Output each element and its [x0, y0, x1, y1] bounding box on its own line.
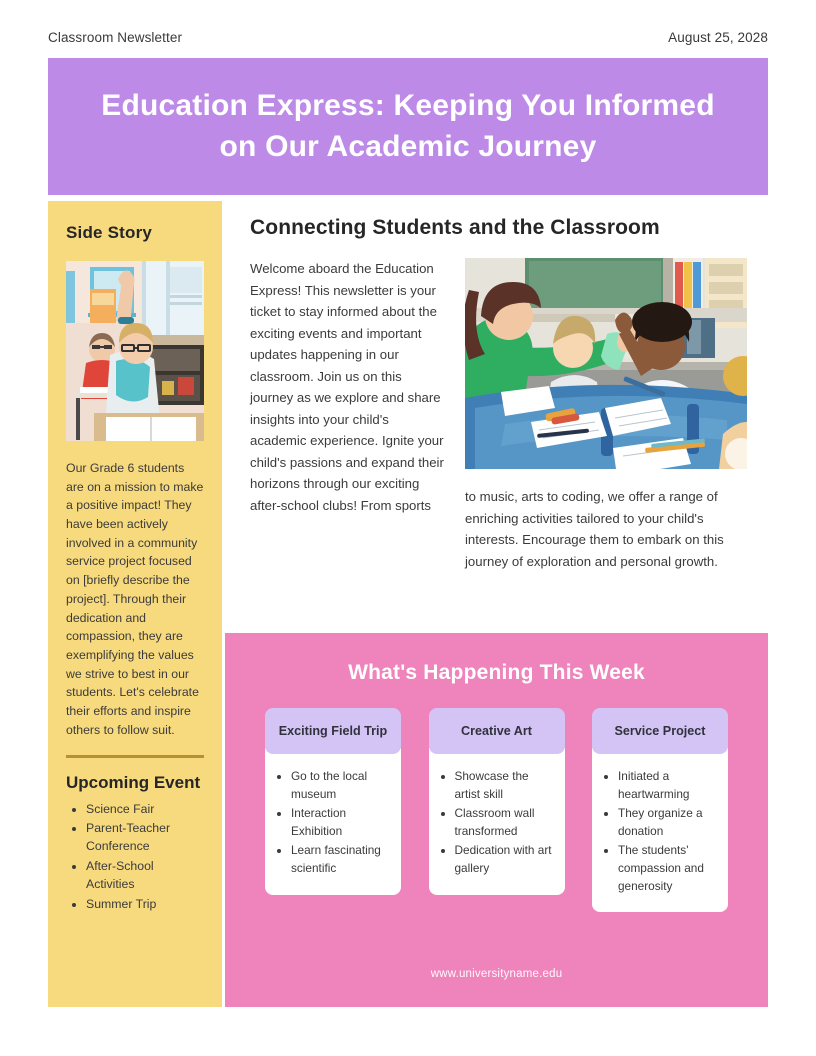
sidebar-divider [66, 755, 204, 758]
masthead-banner [48, 58, 768, 195]
list-item: • Interaction Exhibition [291, 805, 393, 841]
article-title: Connecting Students and the Classroom [250, 216, 660, 239]
list-item: • Parent-Teacher Conference [86, 819, 204, 856]
list-item: • The students' compassion and generosity [618, 842, 720, 896]
list-item: • They organize a donation [618, 805, 720, 841]
article-columns [250, 258, 750, 585]
list-item: • Summer Trip [86, 895, 204, 913]
main-article [250, 216, 750, 585]
upcoming-event-list [66, 800, 204, 914]
card-item-list [269, 768, 393, 878]
event-card-service-project[interactable] [592, 708, 728, 912]
card-title: Exciting Field Trip [265, 708, 401, 754]
card-item-list [596, 768, 720, 895]
sidebar [48, 201, 222, 1007]
classroom-hands-photo-icon [66, 261, 204, 441]
article-right-text: to music, arts to coding, we offer a range of enriching activities tailored to your child's interests. Encourage them to embark on this journey of exploration and personal growth. [465, 489, 724, 569]
list-item: • Dedication with art gallery [455, 842, 557, 878]
article-left-column: Welcome aboard the Education Express! This newsletter is your ticket to stay informed about the exciting events and important updates happening in our classroom. Join us on this journey as we explore and share insights into your child's academic experience. Ignite your child's passions and expand their horizons through our exciting after-school clubs! From sports [250, 261, 444, 513]
sidebar-body-text: Our Grade 6 students are on a mission to make a positive impact! They have been actively involved in a community service project focused on [briefly describe the project]. Through their dedication and compassion, they are exemplifying the values we strive to best in our students. Let's celebrate their efforts and inspire others to follow suit. [66, 461, 204, 737]
card-body [592, 748, 728, 912]
events-panel-title: What's Happening This Week [348, 661, 645, 684]
meta-bar [48, 26, 768, 48]
card-body [429, 748, 565, 895]
publication-name: Classroom Newsletter [48, 29, 183, 45]
card-title: Creative Art [429, 708, 565, 754]
card-title: Service Project [592, 708, 728, 754]
event-cards [225, 685, 768, 912]
list-item: • After-School Activities [86, 857, 204, 894]
article-photo [465, 258, 747, 469]
list-item: • Go to the local museum [291, 768, 393, 804]
teacher-high-five-photo-icon [465, 258, 747, 469]
issue-date: August 25, 2028 [668, 29, 768, 45]
website-link[interactable]: www.universityname.edu [430, 968, 563, 980]
event-card-creative-art[interactable] [429, 708, 565, 912]
list-item: • Science Fair [86, 800, 204, 818]
sidebar-subheading: Upcoming Event [66, 773, 201, 793]
card-item-list [433, 768, 557, 878]
list-item: • Learn fascinating scientific [291, 842, 393, 878]
sidebar-heading: Side Story [66, 223, 153, 242]
newsletter-title: Education Express: Keeping You Informed on Our Academic Journey [101, 89, 715, 163]
event-card-field-trip[interactable] [265, 708, 401, 912]
sidebar-photo [66, 261, 204, 441]
list-item: • Classroom wall transformed [455, 805, 557, 841]
events-panel [225, 633, 768, 1007]
card-body [265, 748, 401, 895]
article-right-column [465, 258, 748, 585]
list-item: • Initiated a heartwarming [618, 768, 720, 804]
list-item: • Showcase the artist skill [455, 768, 557, 804]
